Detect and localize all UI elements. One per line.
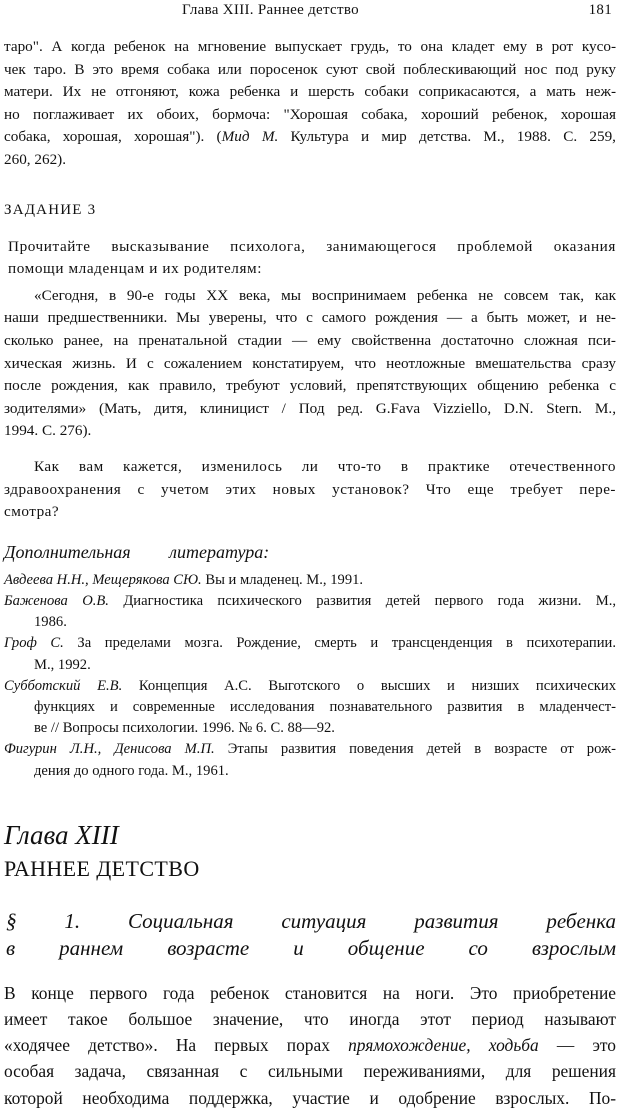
body-paragraph	[4, 980, 616, 1111]
text-line	[4, 633, 616, 654]
page-header	[0, 2, 620, 24]
text-line: особая задача, связанная с сильными переживаниями, для решения	[4, 1061, 616, 1082]
text-line: после рождения, как правило, требуют условий, препятствующих общению ребенка с	[4, 377, 616, 395]
text-line: таро". А когда ребенок на мгновение выпускает грудь, то она кладет ему в рот кусо-	[4, 38, 616, 55]
literature-title: Дополнительная литература:	[4, 541, 270, 562]
text-line	[4, 739, 616, 760]
literature-item	[4, 633, 616, 675]
text-line: сколько ранее, на пренатальной стадии — ему свойственна достаточно сложная пси-	[4, 331, 616, 349]
chapter-title: РАННЕЕ ДЕТСТВО	[4, 855, 200, 881]
task-prompt	[4, 236, 616, 281]
literature-list	[4, 570, 616, 782]
section-title	[4, 908, 616, 962]
running-title: Глава XIII. Раннее детство	[182, 2, 359, 18]
section-title-line: § 1. Социальная ситуация развития ребенка	[6, 908, 616, 933]
text-line: 1994. С. 276).	[4, 422, 92, 440]
literature-text: Вы и младенец. М., 1991.	[201, 571, 364, 588]
text-line	[4, 1032, 616, 1058]
text-line	[4, 676, 616, 697]
text-fragment: — это	[538, 1035, 616, 1056]
emphasized-term: прямохождение, ходьба	[348, 1035, 539, 1056]
text-line: помощи младенцам и их родителям:	[8, 260, 263, 278]
continued-paragraph	[4, 36, 616, 172]
page-number: 181	[588, 2, 612, 18]
literature-text: Концепция А.С. Выготского о высших и низших психических	[122, 677, 616, 694]
literature-item	[4, 739, 616, 781]
page-content	[4, 36, 616, 1111]
text-line: Прочитайте высказывание психолога, занимающегося проблемой оказания	[8, 237, 616, 255]
text-line: ве // Вопросы психологии. 1996. № 6. С. 88—92.	[34, 720, 335, 737]
text-line: смотра?	[4, 503, 60, 521]
literature-item	[4, 676, 616, 740]
text-line: В конце первого года ребенок становится на ноги. Это приобретение	[4, 982, 616, 1003]
literature-author: Авдеева Н.Н., Мещерякова СЮ.	[4, 571, 202, 588]
literature-text: За пределами мозга. Рождение, смерть и трансценденция в психотерапии.	[63, 635, 616, 652]
text-line: матери. Их не отгоняют, кожа ребенка и шерсть собаки соприкасаются, а мать неж-	[4, 83, 616, 101]
task-heading: ЗАДАНИЕ 3	[4, 201, 97, 218]
section-title-line: в раннем возрасте и общение со взрослым	[6, 935, 616, 960]
text-line: 260, 262).	[4, 150, 67, 168]
text-line: хическая жизнь. И с сожалением констатируем, что неотложные вмешательства сразу	[4, 354, 616, 372]
text-line: имеет такое большое значение, что иногда этот период называют	[4, 1008, 616, 1029]
chapter-label: Глава XIII	[4, 819, 119, 850]
text-line	[4, 126, 616, 149]
text-line: наши предшественники. Мы уверены, что с самого рождения — а быть может, и не-	[4, 309, 616, 327]
text-fragment: «ходячее детство». На первых порах	[4, 1035, 349, 1056]
text-line	[4, 570, 616, 591]
literature-author: Гроф С.	[4, 635, 64, 652]
text-line	[4, 591, 616, 612]
text-line: здравоохранения с учетом этих новых установок? Что еще требует пере-	[4, 480, 616, 498]
text-line: которой необходима поддержка, участие и одобрение взрослых. По-	[4, 1087, 616, 1108]
literature-text: Этапы развития поведения детей в возрасте от рож-	[214, 741, 616, 758]
literature-text: Диагностика психического развития детей первого года жизни. М.,	[108, 592, 616, 609]
text-line: Как вам кажется, изменилось ли что-то в практике отечественного	[34, 457, 616, 475]
task-question	[4, 456, 616, 524]
text-fragment: собака, хорошая, хорошая"). (	[4, 128, 222, 146]
text-line: но поглаживает их обоих, бормоча: "Хорошая собака, хороший ребенок, хорошая	[4, 105, 616, 123]
text-line: дения до одного года. М., 1961.	[34, 762, 229, 779]
text-line: «Сегодня, в 90-е годы XX века, мы воспринимаем ребенка не совсем так, как	[34, 286, 616, 304]
text-fragment: Культура и мир детства. М., 1988. С. 259,	[278, 128, 616, 146]
text-line: чек таро. В это время собака или поросенок суют свой поблескивающий нос под руку	[4, 60, 616, 78]
literature-author: Баженова О.В.	[4, 592, 109, 609]
text-line: функциях и современные исследования познавательного развития в младенчест-	[34, 698, 616, 715]
psychologist-quote	[4, 285, 616, 443]
text-line: зодителями» (Мать, дитя, клиницист / Под ред. G.Fava Vizziello, D.N. Stern. М.,	[4, 399, 616, 417]
text-line: М., 1992.	[34, 656, 91, 673]
literature-item	[4, 591, 616, 633]
literature-item	[4, 570, 616, 591]
text-line: 1986.	[34, 614, 67, 631]
literature-author: Субботский Е.В.	[4, 677, 123, 694]
literature-author: Фигурин Л.Н., Денисова М.П.	[4, 741, 215, 758]
citation-author: Мид М.	[221, 128, 279, 146]
